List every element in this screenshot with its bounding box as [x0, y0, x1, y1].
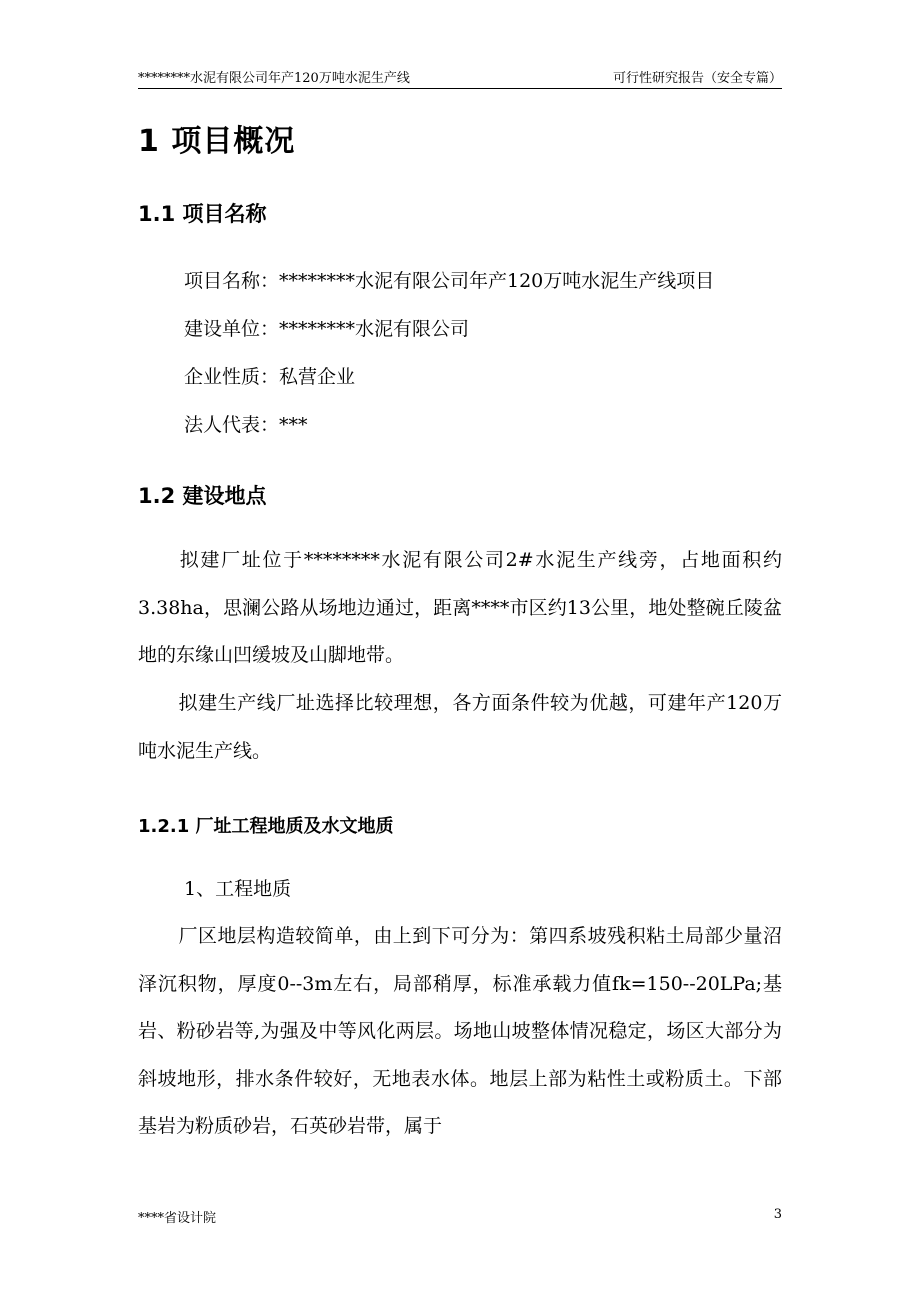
site-selection-paragraph: [138, 680, 782, 775]
engineering-geology-subheading: 1、工程地质: [184, 878, 292, 900]
header-left-title: ********水泥有限公司年产120万吨水泥生产线: [138, 71, 410, 86]
section-1-2-1-title: 1.2.1 厂址工程地质及水文地质: [138, 816, 394, 837]
site-selection-text: 拟建生产线厂址选择比较理想，各方面条件较为优越，可建年产120万吨水泥生产线。: [138, 692, 782, 762]
page-header: [138, 64, 782, 89]
page-number: 3: [773, 1207, 782, 1222]
legal-representative-line: 法人代表：***: [184, 414, 308, 436]
chapter-title: 1 项目概况: [138, 124, 296, 159]
footer-institute: ****省设计院: [138, 1211, 217, 1226]
site-location-paragraph: [138, 537, 782, 680]
geology-paragraph: [138, 913, 782, 1151]
geology-text: 厂区地层构造较简单，由上到下可分为：第四系坡残积粘土局部少量沼泽沉积物，厚度0--3m左右，局部稍厚，标准承载力值fk=150--20LPa;基岩、粉砂岩等,为强及中等风化两层。场地山坡整体情况稳定，场区大部分为斜坡地形，排水条件较好，无地表水体。地层上部为粘性土或粉质土。下部基岩为粉质砂岩，石英砂岩带，属于: [138, 925, 782, 1137]
site-location-text: 拟建厂址位于********水泥有限公司2#水泥生产线旁，占地面积约3.38ha，思澜公路从场地边通过，距离****市区约13公里，地处整碗丘陵盆地的东缘山凹缓坡及山脚地带。: [138, 549, 782, 666]
construction-unit-line: 建设单位：********水泥有限公司: [184, 318, 470, 340]
header-right-title: 可行性研究报告（安全专篇）: [612, 71, 782, 86]
enterprise-nature-line: 企业性质：私营企业: [184, 366, 356, 388]
section-1-1-title: 1.1 项目名称: [138, 202, 267, 226]
section-1-2-title: 1.2 建设地点: [138, 484, 267, 508]
project-name-line: 项目名称：********水泥有限公司年产120万吨水泥生产线项目: [184, 270, 715, 292]
page-footer: [138, 1207, 782, 1226]
